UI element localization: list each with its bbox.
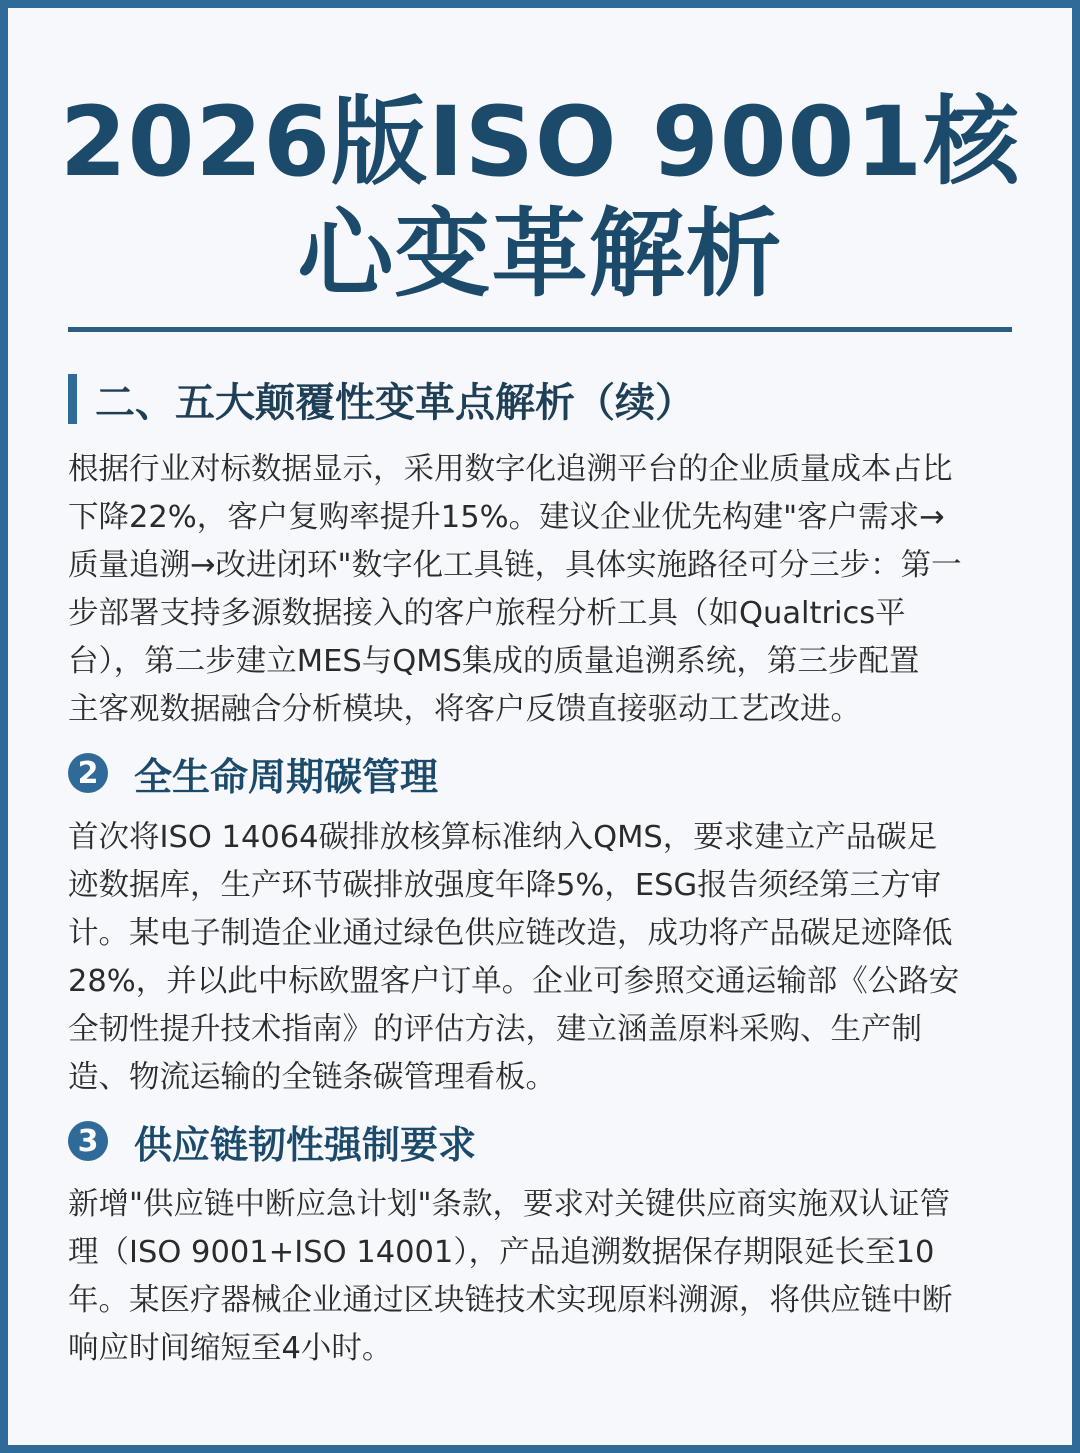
paragraph-line: 迹数据库，生产环节碳排放强度年降5%，ESG报告须经第三方审	[68, 868, 942, 903]
section-heading	[68, 373, 695, 425]
paragraph-line: 理（ISO 9001+ISO 14001），产品追溯数据保存期限延长至10	[68, 1235, 935, 1270]
title-divider	[68, 327, 1012, 332]
item-2-title: 全生命周期碳管理	[134, 754, 439, 799]
number-badge-2: 2	[68, 753, 108, 793]
page-card	[8, 8, 1072, 1445]
section-title: 二、五大颠覆性变革点解析（续）	[95, 379, 695, 426]
paragraph-line: 年。某医疗器械企业通过区块链技术实现原料溯源，将供应链中断	[68, 1283, 953, 1318]
paragraph-line: 计。某电子制造企业通过绿色供应链改造，成功将产品碳足迹降低	[68, 916, 953, 951]
paragraph-line: 质量追溯→改进闭环"数字化工具链，具体实施路径可分三步：第一	[68, 548, 962, 583]
paragraph-line: 步部署支持多源数据接入的客户旅程分析工具（如Qualtrics平	[68, 596, 906, 631]
item-2-heading	[68, 748, 438, 798]
paragraph-line: 根据行业对标数据显示，采用数字化追溯平台的企业质量成本占比	[68, 452, 953, 487]
section-accent-bar	[68, 374, 77, 424]
item-2-paragraph	[68, 814, 1012, 1102]
paragraph-line: 下降22%，客户复购率提升15%。建议企业优先构建"客户需求→	[68, 500, 945, 535]
item-3-paragraph	[68, 1181, 1012, 1373]
paragraph-line: 主客观数据融合分析模块，将客户反馈直接驱动工艺改进。	[68, 692, 861, 727]
item-3-title: 供应链韧性强制要求	[134, 1122, 477, 1167]
paragraph-line: 造、物流运输的全链条碳管理看板。	[68, 1060, 556, 1095]
intro-paragraph	[68, 446, 1012, 734]
title-line-2: 心变革解析	[297, 198, 783, 310]
paragraph-line: 新增"供应链中断应急计划"条款，要求对关键供应商实施双认证管	[68, 1187, 951, 1222]
number-badge-3: 3	[68, 1121, 108, 1161]
paragraph-line: 28%，并以此中标欧盟客户订单。企业可参照交通运输部《公路安	[68, 964, 960, 999]
paragraph-line: 首次将ISO 14064碳排放核算标准纳入QMS，要求建立产品碳足	[68, 820, 938, 855]
item-3-heading	[68, 1116, 476, 1166]
page-title	[38, 86, 1042, 310]
paragraph-line: 全韧性提升技术指南》的评估方法，建立涵盖原料采购、生产制	[68, 1012, 922, 1047]
paragraph-line: 响应时间缩短至4小时。	[68, 1331, 393, 1366]
paragraph-line: 台），第二步建立MES与QMS集成的质量追溯系统，第三步配置	[68, 644, 920, 679]
title-line-1: 2026版ISO 9001核	[59, 86, 1021, 198]
